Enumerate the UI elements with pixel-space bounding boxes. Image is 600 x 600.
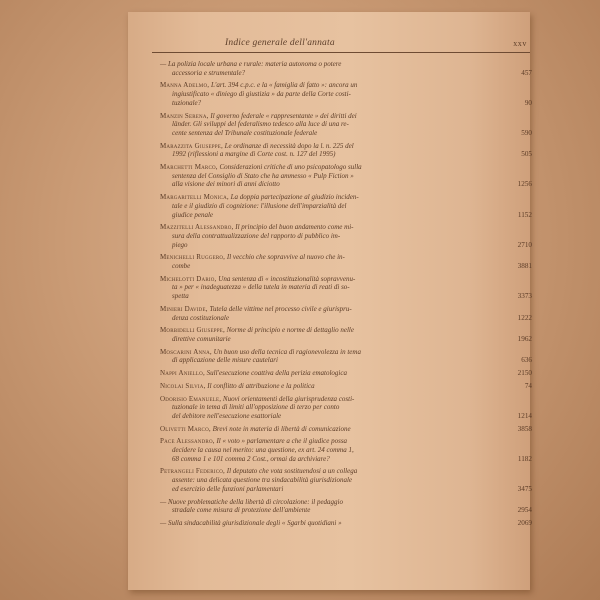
entry-title-text: Il deputato che vota sostituendosi a un collega xyxy=(226,467,358,476)
entry-line xyxy=(160,292,480,301)
entry-line xyxy=(160,485,480,494)
entry-line xyxy=(160,446,480,455)
entry-author: Margaritelli Monica, xyxy=(160,193,229,202)
entry-author: Petrangeli Federico, xyxy=(160,467,226,476)
entry-line xyxy=(160,253,480,262)
index-entry xyxy=(160,142,532,159)
entry-author: Minieri Davide, xyxy=(160,304,208,313)
entry-line xyxy=(160,163,480,172)
entry-line xyxy=(160,467,480,476)
index-entry xyxy=(160,326,532,343)
entry-author: Mazzitelli Alessandro, xyxy=(160,223,234,232)
entry-page-number: 74 xyxy=(524,381,532,390)
index-entry xyxy=(160,112,532,138)
entry-line xyxy=(160,412,480,421)
entry-line xyxy=(160,150,480,159)
entry-line xyxy=(160,180,480,189)
entry-line xyxy=(160,519,480,528)
entry-title-text: Il principio del buon andamento come mi- xyxy=(235,223,354,232)
index-entry xyxy=(160,81,532,107)
index-entry xyxy=(160,163,532,189)
entry-title-text: — La polizia locale urbana e rurale: materia autonoma o potere xyxy=(160,60,342,68)
entry-page-number: 2710 xyxy=(517,240,532,249)
entry-title-text: piego xyxy=(172,240,188,249)
entry-title-text: assente: una delicata questione tra sindacabilità giurisdizionale xyxy=(172,476,353,485)
entry-line xyxy=(160,283,480,292)
entry-title-text: Un buon uso della tecnica di ragionevolezza in tema xyxy=(213,347,361,356)
entry-page-number: 505 xyxy=(521,150,532,159)
entry-title-text: Il vecchio che sopravvive al nuovo che in- xyxy=(226,253,345,262)
entry-title-text: ingiustificato « diniego di giustizia » da parte della Corte costi- xyxy=(172,90,351,99)
index-entry xyxy=(160,467,532,493)
entry-line xyxy=(160,112,480,121)
entry-author: Manzin Serena, xyxy=(160,111,209,120)
entry-line xyxy=(160,335,480,344)
entry-line xyxy=(160,262,480,271)
entry-page-number: 2069 xyxy=(517,518,532,527)
entry-title-text: sentenza del Consiglio di Stato che ha ammesso « Pulp Fiction » xyxy=(172,171,354,180)
entry-line xyxy=(160,369,480,378)
entry-line xyxy=(160,223,480,232)
entry-title-text: Brevi note in materia di libertà di comunicazione xyxy=(212,424,351,433)
entry-line xyxy=(160,425,480,434)
page-number: xxv xyxy=(513,39,527,48)
index-entry xyxy=(160,305,532,322)
entry-title-text: tuzionale? xyxy=(172,98,202,107)
index-entry xyxy=(160,437,532,463)
entry-author: Menichelli Ruggero, xyxy=(160,253,226,262)
index-list xyxy=(160,60,532,532)
entry-author: Nappi Aniello, xyxy=(160,369,205,378)
entry-title-text: decidere la causa nel merito: una questione, ex art. 24 comma 1, xyxy=(172,446,354,455)
entry-title-text: Le ordinanze di necessità dopo la l. n. 225 del xyxy=(224,141,354,150)
entry-line xyxy=(160,241,480,250)
entry-page-number: 1152 xyxy=(517,210,532,219)
entry-line xyxy=(160,305,480,314)
entry-line xyxy=(160,498,480,507)
entry-title-text: — Nuove problematiche della libertà di circolazione: il pedaggio xyxy=(160,497,344,506)
entry-line xyxy=(160,314,480,323)
entry-line xyxy=(160,476,480,485)
entry-title-text: Tutela delle vittime nel processo civile e giurispru- xyxy=(209,304,352,313)
entry-title-text: denza costituzionale xyxy=(172,313,229,322)
entry-title-text: stradale come misura di protezione dell'ambiente xyxy=(172,506,311,515)
index-entry xyxy=(160,425,532,434)
entry-line xyxy=(160,81,480,90)
entry-title-text: Considerazioni critiche di uno psicopatologo sulla xyxy=(219,163,362,172)
entry-title-text: länder. Gli sviluppi del federalismo tedesco alla luce di una re- xyxy=(172,120,349,129)
index-entry xyxy=(160,519,532,528)
entry-title-text: direttive comunitarie xyxy=(172,334,231,343)
entry-title-text: Il governo federale « rappresentante » dei diritti dei xyxy=(210,111,357,120)
entry-page-number: 3858 xyxy=(517,424,532,433)
entry-title-text: 1992 (riflessioni a margine di Corte cost. n. 127 del 1995) xyxy=(172,150,336,159)
index-entry xyxy=(160,275,532,301)
page-title: Indice generale dell'annata xyxy=(225,38,335,48)
entry-line xyxy=(160,99,480,108)
entry-title-text: L'art. 394 c.p.c. e la « famiglia di fatto »: ancora un xyxy=(210,81,358,90)
entry-title-text: giudice penale xyxy=(172,210,214,219)
entry-title-text: cente sentenza del Tribunale costituzionale federale xyxy=(172,128,318,137)
entry-title-text: — Sulla sindacabilità giurisdizionale degli « Sgarbi quotidiani » xyxy=(160,518,342,527)
entry-line xyxy=(160,437,480,446)
entry-title-text: ta » per « inadeguatezza » della tutela in materia di reati di so- xyxy=(172,283,350,292)
entry-author: Pace Alessandro, xyxy=(160,437,215,446)
entry-title-text: Il « voto » parlamentare a che il giudice possa xyxy=(216,437,348,446)
entry-author: Manna Adelmo, xyxy=(160,81,210,90)
entry-title-text: Nuovi orientamenti della giurisprudenza costi- xyxy=(222,394,355,403)
entry-line xyxy=(160,193,480,202)
entry-title-text: del debitore nell'esecuzione esattoriale xyxy=(172,411,282,420)
entry-title-text: Sull'esecuzione coattiva della perizia ematologica xyxy=(206,369,347,378)
entry-title-text: tuzionale in tema di limiti all'opposizione di terzo per conto xyxy=(172,403,340,412)
entry-page-number: 636 xyxy=(521,356,532,365)
entry-title-text: Il conflitto di attribuzione e la politica xyxy=(207,381,315,390)
entry-title-text: combe xyxy=(172,262,191,271)
entry-author: Morbidelli Giuseppe, xyxy=(160,326,225,335)
entry-line xyxy=(160,403,480,412)
entry-line xyxy=(160,506,480,515)
entry-title-text: Una sentenza di « incostituzionalità sopravvenu- xyxy=(218,274,356,283)
entry-line xyxy=(160,202,480,211)
entry-line xyxy=(160,129,480,138)
entry-page-number: 1182 xyxy=(517,454,532,463)
entry-line xyxy=(160,356,480,365)
entry-line xyxy=(160,120,480,129)
entry-title-text: sura della contrattualizzazione del rapporto di pubblico im- xyxy=(172,231,341,240)
entry-line xyxy=(160,382,480,391)
entry-line xyxy=(160,69,480,78)
index-entry xyxy=(160,348,532,365)
entry-author: Marazzita Giuseppe, xyxy=(160,141,223,150)
entry-line xyxy=(160,232,480,241)
entry-line xyxy=(160,348,480,357)
index-entry xyxy=(160,382,532,391)
entry-line xyxy=(160,326,480,335)
entry-page-number: 3475 xyxy=(517,484,532,493)
entry-author: Odorisio Emanuele, xyxy=(160,394,222,403)
entry-author: Moscarini Anna, xyxy=(160,347,212,356)
entry-page-number: 3881 xyxy=(517,262,532,271)
header-rule xyxy=(152,52,530,53)
entry-title-text: Norme di principio e norme di dettaglio nelle xyxy=(226,326,354,335)
entry-line xyxy=(160,90,480,99)
entry-line xyxy=(160,455,480,464)
entry-title-text: spetta xyxy=(172,292,189,301)
running-header xyxy=(152,38,527,52)
entry-page-number: 1962 xyxy=(517,334,532,343)
entry-author: Michelotti Dario, xyxy=(160,274,217,283)
entry-author: Marchetti Marco, xyxy=(160,163,218,172)
entry-title-text: ed esercizio delle funzioni parlamentari xyxy=(172,484,284,493)
entry-line xyxy=(160,395,480,404)
entry-page-number: 1214 xyxy=(517,411,532,420)
index-entry xyxy=(160,369,532,378)
entry-line xyxy=(160,142,480,151)
entry-page-number: 2954 xyxy=(517,506,532,515)
index-entry xyxy=(160,223,532,249)
index-entry xyxy=(160,193,532,219)
entry-page-number: 457 xyxy=(521,68,532,77)
entry-author: Olivetti Marco, xyxy=(160,424,211,433)
entry-title-text: 68 comma 1 e 101 comma 2 Cost., ormai da archiviare? xyxy=(172,454,330,463)
entry-page-number: 590 xyxy=(521,128,532,137)
entry-author: Nicolai Silvia, xyxy=(160,381,206,390)
entry-title-text: alla visione dei minori di anni diciotto xyxy=(172,180,280,189)
entry-title-text: di applicazione delle misure cautelari xyxy=(172,356,278,365)
entry-page-number: 1256 xyxy=(517,180,532,189)
entry-title-text: La doppia partecipazione al giudizio inciden- xyxy=(230,193,359,202)
entry-line xyxy=(160,172,480,181)
entry-line xyxy=(160,60,480,69)
entry-title-text: tale e il giudizio di cognizione: l'illusione dell'imparzialità del xyxy=(172,201,347,210)
entry-page-number: 2150 xyxy=(517,369,532,378)
entry-page-number: 1222 xyxy=(517,313,532,322)
index-entry xyxy=(160,498,532,515)
entry-page-number: 3373 xyxy=(517,292,532,301)
entry-title-text: accessoria e strumentale? xyxy=(172,68,246,77)
index-entry xyxy=(160,395,532,421)
entry-line xyxy=(160,275,480,284)
entry-page-number: 90 xyxy=(524,98,532,107)
index-entry xyxy=(160,253,532,270)
entry-line xyxy=(160,211,480,220)
index-entry xyxy=(160,60,532,77)
